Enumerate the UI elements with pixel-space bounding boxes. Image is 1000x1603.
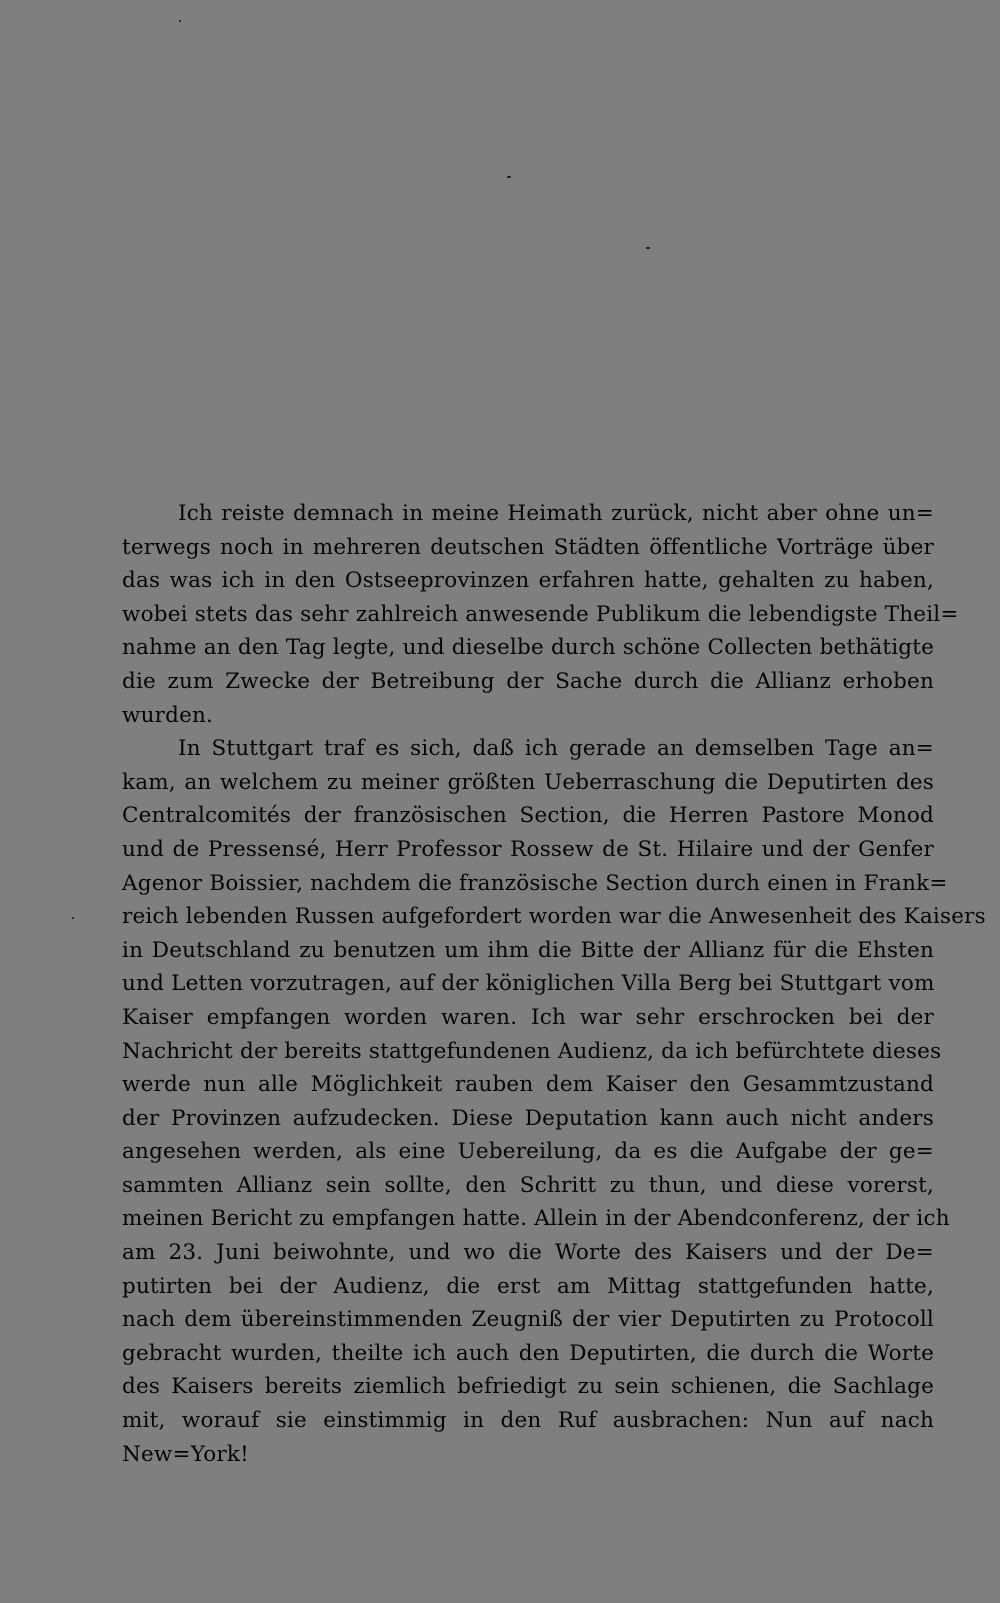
text-line: reich lebenden Russen aufgefordert worden war die Anwesenheit des Kaisers bbox=[122, 904, 986, 930]
text-line: der Provinzen aufzudecken. Diese Deputation kann auch nicht anders bbox=[122, 1105, 934, 1131]
text-line: Ich reiste demnach in meine Heimath zurück, nicht aber ohne un= bbox=[178, 501, 934, 526]
text-line: und Letten vorzutragen, auf der königlichen Villa Berg bei Stuttgart vom bbox=[122, 971, 935, 997]
text-line: New=York! bbox=[122, 1441, 249, 1467]
text-line: wurden. bbox=[122, 702, 214, 728]
text-line: gebracht wurden, theilte ich auch den Deputirten, die durch die Worte bbox=[122, 1340, 934, 1366]
text-line: und de Pressensé, Herr Professor Rossew de St. Hilaire und der Genfer bbox=[122, 836, 934, 862]
paragraph-1 bbox=[122, 497, 959, 732]
text-line: am 23. Juni beiwohnte, und wo die Worte des Kaisers und der De= bbox=[122, 1240, 934, 1266]
text-line: die zum Zwecke der Betreibung der Sache durch die Allianz erhoben bbox=[122, 668, 934, 694]
text-line: angesehen werden, als eine Uebereilung, da es die Aufgabe der ge= bbox=[122, 1139, 934, 1165]
text-line: sammten Allianz sein sollte, den Schritt zu thun, und diese vorerst, bbox=[122, 1172, 934, 1198]
text-line: kam, an welchem zu meiner größten Ueberraschung die Deputirten des bbox=[122, 769, 934, 795]
text-line: Agenor Boissier, nachdem die französische Section durch einen in Frank= bbox=[122, 870, 948, 896]
text-line: in Deutschland zu benutzen um ihm die Bitte der Allianz für die Ehsten bbox=[122, 937, 934, 963]
text-line: mit, worauf sie einstimmig in den Ruf ausbrachen: Nun auf nach bbox=[122, 1408, 934, 1434]
body-text bbox=[122, 497, 986, 1471]
text-line: nach dem übereinstimmenden Zeugniß der vier Deputirten zu Protocoll bbox=[122, 1307, 934, 1333]
text-line: terwegs noch in mehreren deutschen Städten öffentliche Vorträge über bbox=[122, 534, 934, 560]
text-line: Nachricht der bereits stattgefundenen Audienz, da ich befürchtete dieses bbox=[122, 1038, 942, 1064]
text-line: des Kaisers bereits ziemlich befriedigt zu sein schienen, die Sachlage bbox=[122, 1374, 934, 1400]
text-line: werde nun alle Möglichkeit rauben dem Kaiser den Gesammtzustand bbox=[122, 1072, 934, 1098]
text-line: meinen Bericht zu empfangen hatte. Allein in der Abendconferenz, der ich bbox=[122, 1206, 950, 1232]
text-line: nahme an den Tag legte, und dieselbe durch schöne Collecten bethätigte bbox=[122, 635, 934, 661]
text-line: In Stuttgart traf es sich, daß ich gerade an demselben Tage an= bbox=[178, 736, 934, 762]
text-line: wobei stets das sehr zahlreich anwesende Publikum die lebendigste Theil= bbox=[122, 601, 959, 627]
text-line: putirten bei der Audienz, die erst am Mittag stattgefunden hatte, bbox=[122, 1273, 934, 1299]
scan-speck bbox=[507, 176, 511, 178]
scan-speck bbox=[179, 20, 181, 22]
scan-speck bbox=[646, 247, 650, 249]
text-line: Kaiser empfangen worden waren. Ich war sehr erschrocken bei der bbox=[122, 1004, 934, 1030]
paragraph-2 bbox=[122, 732, 986, 1471]
text-line: das was ich in den Ostseeprovinzen erfahren hatte, gehalten zu haben, bbox=[122, 568, 934, 594]
scan-speck bbox=[72, 917, 74, 919]
text-line: Centralcomités der französischen Section, die Herren Pastore Monod bbox=[122, 803, 934, 829]
